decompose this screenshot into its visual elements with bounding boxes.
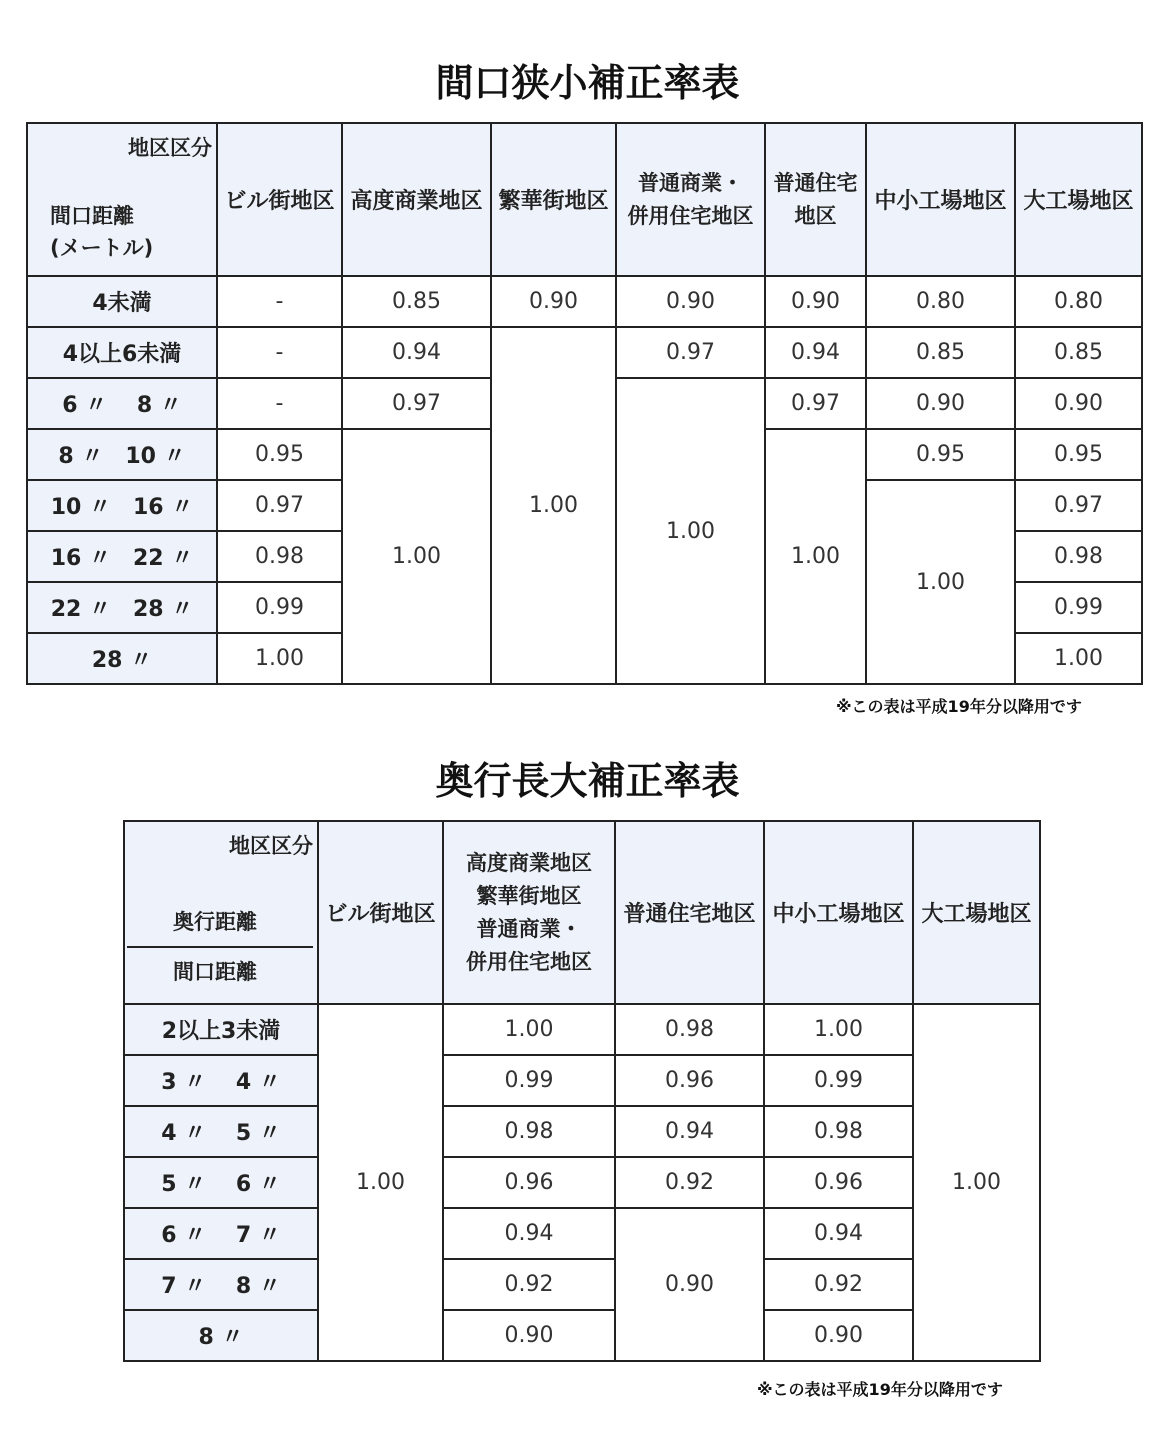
corner-divider — [127, 946, 313, 948]
cell: 0.90 — [764, 1310, 913, 1361]
cell-span-chusho: 1.00 — [866, 480, 1015, 684]
table1-title: 間口狭小補正率表 — [435, 61, 740, 105]
cell: 0.90 — [443, 1310, 615, 1361]
cell: - — [217, 327, 342, 378]
cell: 0.92 — [615, 1157, 764, 1208]
cell: 0.92 — [764, 1259, 913, 1310]
corner-frontage-label: 間口距離 — [173, 960, 257, 984]
col-header: 大工場地区 — [1015, 123, 1142, 276]
row-header: 6 〃 7 〃 — [124, 1208, 318, 1259]
cell: 0.98 — [217, 531, 342, 582]
col-header: 普通商業・ 併用住宅地区 — [616, 123, 765, 276]
corner-header — [124, 821, 318, 1004]
cell: 0.98 — [764, 1106, 913, 1157]
cell-span-jutaku: 0.90 — [615, 1208, 764, 1361]
cell: 0.99 — [217, 582, 342, 633]
row-header: 28 〃 — [27, 633, 217, 684]
cell: 1.00 — [443, 1004, 615, 1055]
cell: 0.96 — [443, 1157, 615, 1208]
cell: 0.94 — [342, 327, 491, 378]
cell: - — [217, 276, 342, 327]
cell: 0.90 — [491, 276, 616, 327]
cell: 0.97 — [616, 327, 765, 378]
corner-depth-label: 奥行距離 — [173, 910, 257, 934]
depth-correction-table — [123, 820, 1041, 1362]
cell: - — [217, 378, 342, 429]
col-header: 中小工場地区 — [764, 821, 913, 1004]
corner-frontage-label: 間口距離 — [50, 204, 134, 228]
cell: 0.99 — [764, 1055, 913, 1106]
cell: 0.96 — [615, 1055, 764, 1106]
row-header: 16 〃 22 〃 — [27, 531, 217, 582]
cell: 0.97 — [217, 480, 342, 531]
cell: 0.80 — [866, 276, 1015, 327]
row-header: 10 〃 16 〃 — [27, 480, 217, 531]
row-header: 4未満 — [27, 276, 217, 327]
cell: 1.00 — [764, 1004, 913, 1055]
cell: 0.98 — [443, 1106, 615, 1157]
cell: 1.00 — [217, 633, 342, 684]
col-header: 高度商業地区 — [342, 123, 491, 276]
table1-note: ※この表は平成19年分以降用です — [836, 697, 1082, 716]
row-header: 22 〃 28 〃 — [27, 582, 217, 633]
col-header: 普通住宅地区 — [615, 821, 764, 1004]
cell: 0.94 — [765, 327, 866, 378]
cell: 0.90 — [765, 276, 866, 327]
cell-span-hanka: 1.00 — [491, 327, 616, 684]
row-header: 7 〃 8 〃 — [124, 1259, 318, 1310]
cell: 0.90 — [866, 378, 1015, 429]
corner-header — [27, 123, 217, 276]
cell: 0.80 — [1015, 276, 1142, 327]
col-header: 普通住宅 地区 — [765, 123, 866, 276]
row-header: 6 〃 8 〃 — [27, 378, 217, 429]
cell: 0.98 — [1015, 531, 1142, 582]
cell: 0.85 — [1015, 327, 1142, 378]
cell: 0.95 — [866, 429, 1015, 480]
cell: 0.90 — [1015, 378, 1142, 429]
row-header: 3 〃 4 〃 — [124, 1055, 318, 1106]
cell: 0.96 — [764, 1157, 913, 1208]
cell-span-biru: 1.00 — [318, 1004, 443, 1361]
cell: 0.99 — [443, 1055, 615, 1106]
cell: 0.95 — [1015, 429, 1142, 480]
cell: 0.85 — [342, 276, 491, 327]
cell-span-koudo: 1.00 — [342, 429, 491, 684]
row-header: 2以上3未満 — [124, 1004, 318, 1055]
cell-span-futsu-shogyo: 1.00 — [616, 378, 765, 684]
cell-span-futsu-jutaku: 1.00 — [765, 429, 866, 684]
cell: 1.00 — [1015, 633, 1142, 684]
col-header: 高度商業地区 繁華街地区 普通商業・ 併用住宅地区 — [443, 821, 615, 1004]
col-header: 大工場地区 — [913, 821, 1040, 1004]
table2-title: 奥行長大補正率表 — [435, 759, 740, 803]
row-header: 8 〃 10 〃 — [27, 429, 217, 480]
col-header: ビル街地区 — [217, 123, 342, 276]
cell: 0.97 — [765, 378, 866, 429]
corner-district-label: 地区区分 — [128, 136, 212, 160]
table2-note: ※この表は平成19年分以降用です — [757, 1380, 1003, 1399]
cell: 0.97 — [1015, 480, 1142, 531]
col-header: 中小工場地区 — [866, 123, 1015, 276]
row-header: 4以上6未満 — [27, 327, 217, 378]
col-header: ビル街地区 — [318, 821, 443, 1004]
cell: 0.92 — [443, 1259, 615, 1310]
row-header: 8 〃 — [124, 1310, 318, 1361]
cell: 0.97 — [342, 378, 491, 429]
cell: 0.85 — [866, 327, 1015, 378]
frontage-correction-table — [26, 122, 1143, 685]
col-header: 繁華街地区 — [491, 123, 616, 276]
cell: 0.99 — [1015, 582, 1142, 633]
row-header: 4 〃 5 〃 — [124, 1106, 318, 1157]
cell: 0.90 — [616, 276, 765, 327]
corner-unit-label: (メートル) — [50, 236, 154, 260]
cell: 0.94 — [615, 1106, 764, 1157]
corner-district-label: 地区区分 — [229, 834, 313, 858]
cell: 0.94 — [764, 1208, 913, 1259]
cell: 0.94 — [443, 1208, 615, 1259]
cell: 0.98 — [615, 1004, 764, 1055]
cell-span-dai: 1.00 — [913, 1004, 1040, 1361]
cell: 0.95 — [217, 429, 342, 480]
row-header: 5 〃 6 〃 — [124, 1157, 318, 1208]
